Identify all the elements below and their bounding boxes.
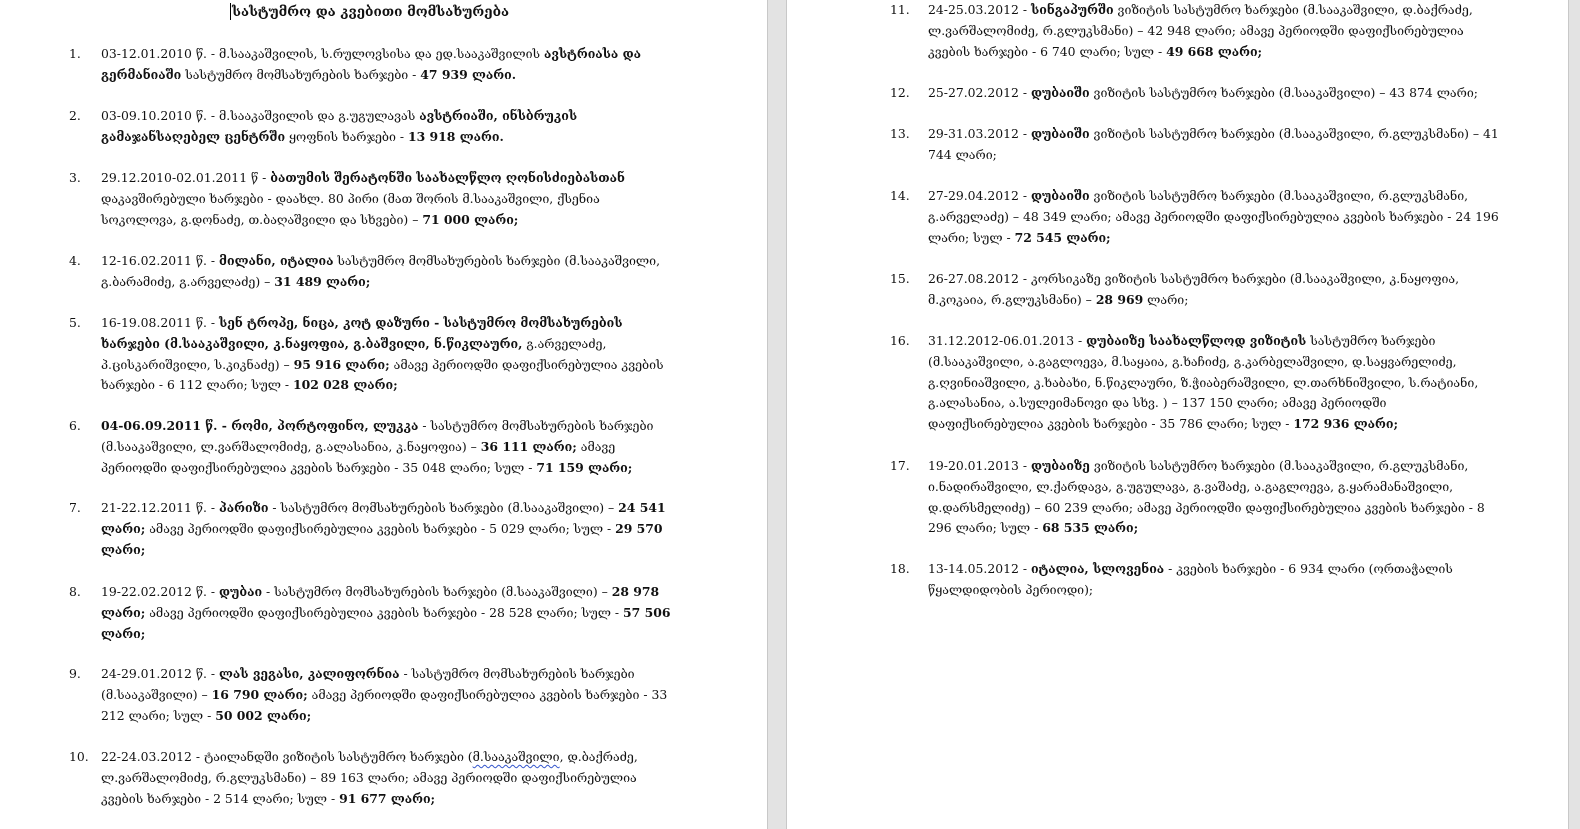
bold-text-run: 57 506 ლარი; bbox=[101, 604, 671, 641]
list-item bbox=[69, 582, 673, 644]
list-item-text bbox=[101, 315, 664, 392]
bold-text-run: პარიზი bbox=[219, 500, 269, 515]
text-run: - სასტუმრო მომსახურების ხარჯები (მ.სააკაშვილი) – bbox=[262, 584, 612, 599]
text-run: ამავე პერიოდში დაფიქსირებულია კვების ხარჯები - 35 048 ლარი; სულ - bbox=[101, 438, 616, 475]
list-item-number: 2. bbox=[69, 108, 81, 123]
list-item bbox=[69, 313, 673, 396]
list-item-text bbox=[928, 2, 1473, 59]
list-item-text bbox=[928, 85, 1478, 100]
list-item-number: 5. bbox=[69, 315, 81, 330]
bold-text-run: დუბაიზე bbox=[1030, 458, 1090, 473]
bold-text-run: 16 790 ლარი; bbox=[211, 686, 308, 702]
text-run: 24-25.03.2012 - bbox=[928, 2, 1031, 17]
text-run: ვიზიტის სასტუმრო ხარჯები (მ.სააკაშვილი, დ.ბაქრაძე, ლ.ვარშალომიძე, რ.გლუკსმანი) – 42 948 ლარი; ამავე პერიოდში დაფიქსირებულია კვების ხარჯები - 6 740 ლარი; სულ - bbox=[928, 2, 1473, 59]
bold-text-run: დუბაიში bbox=[1030, 126, 1090, 141]
text-run: ამავე პერიოდში დაფიქსირებულია კვების ხარჯები - 33 212 ლარი; სულ - bbox=[101, 686, 668, 723]
text-run: 24-29.01.2012 წ. - bbox=[101, 666, 220, 681]
bold-text-run: 36 111 ლარი; bbox=[480, 438, 577, 454]
list-item-number: 15. bbox=[890, 271, 910, 286]
bold-text-run: 172 936 ლარი; bbox=[1293, 416, 1399, 432]
document-title: სასტუმრო და კვებითი მომსახურება bbox=[232, 4, 510, 20]
text-run: 31.12.2012-06.01.2013 - bbox=[928, 333, 1087, 348]
text-run: - სასტუმრო მომსახურების ხარჯები (მ.სააკაშვილი, ლ.ვარშალომიძე, გ.ალასანია, კ.ნაყოფია) – bbox=[101, 418, 654, 454]
bold-text-run: 50 002 ლარი; bbox=[215, 707, 312, 723]
list-item bbox=[890, 83, 1503, 104]
text-cursor bbox=[230, 3, 231, 20]
list-item-text bbox=[101, 584, 670, 641]
text-run: 03-12.01.2010 წ. - მ.სააკაშვილის, ს.რულოვსისა და ედ.სააკაშვილის bbox=[101, 46, 544, 61]
document-page-right[interactable] bbox=[787, 0, 1568, 829]
text-run: მ.სააკაშვილი bbox=[472, 749, 560, 764]
bold-text-run: სენ ტროპე, ნიცა, კოტ დაზური - სასტუმრო მომსახურების ხარჯები (მ.სააკაშვილი, კ.ნაყოფია, გ.ბაშვილი, ნ.წიკლაური, bbox=[101, 315, 623, 351]
text-run: 29-31.03.2012 - bbox=[928, 126, 1031, 141]
bold-text-run: 28 969 bbox=[1095, 291, 1144, 307]
list-item-number: 18. bbox=[890, 561, 910, 576]
page-gutter bbox=[767, 0, 787, 829]
list-item-text bbox=[101, 170, 625, 227]
text-run: ყოფნის ხარჯები - bbox=[285, 128, 408, 144]
list-item-number: 1. bbox=[69, 46, 81, 61]
list-item-text bbox=[928, 271, 1459, 307]
list-item-number: 13. bbox=[890, 126, 910, 141]
bold-text-run: 29 570 ლარი; bbox=[101, 520, 663, 557]
list-item-number: 11. bbox=[890, 2, 910, 17]
list-item-number: 14. bbox=[890, 188, 910, 203]
list-item-text bbox=[101, 749, 638, 806]
bold-text-run: ავსტრიასა და გერმანიაში bbox=[101, 46, 641, 82]
bold-text-run: 95 916 ლარი; bbox=[293, 356, 390, 372]
text-run: ლარი; bbox=[1143, 291, 1189, 307]
list-item-text bbox=[928, 561, 1453, 597]
list-item-number: 8. bbox=[69, 584, 81, 599]
list-item bbox=[69, 168, 673, 230]
bold-text-run: მილანი, იტალია bbox=[219, 253, 334, 268]
list-item bbox=[69, 498, 673, 560]
list-item bbox=[890, 559, 1503, 601]
text-run: 16-19.08.2011 წ. - bbox=[101, 315, 220, 330]
text-run: 13-14.05.2012 - bbox=[928, 561, 1031, 576]
text-run: 12-16.02.2011 წ. - bbox=[101, 253, 220, 268]
list-item bbox=[890, 456, 1503, 539]
list-item bbox=[69, 251, 673, 293]
list-item bbox=[69, 747, 673, 809]
text-run: 22-24.03.2012 - ტაილანდში ვიზიტის სასტუმრო ხარჯები ( bbox=[101, 749, 473, 764]
text-run: - კვების ხარჯები - 6 934 ლარი (ორთაჭალის წყალდიდობის პერიოდი); bbox=[928, 561, 1453, 597]
bold-text-run: იტალია, სლოვენია bbox=[1030, 561, 1165, 576]
document-page-left[interactable] bbox=[0, 0, 767, 829]
bold-text-run: ავსტრიაში, ინსბრუკის გამაჯანსაღებელ ცენტრში bbox=[101, 108, 578, 144]
text-run: 27-29.04.2012 - bbox=[928, 188, 1031, 203]
bold-text-run: ლას ვეგასი, კალიფორნია bbox=[219, 666, 400, 681]
list-item-text bbox=[101, 108, 577, 144]
page-edge bbox=[1568, 0, 1580, 829]
text-run: სასტუმრო მომსახურების ხარჯები - bbox=[181, 66, 421, 82]
list-item bbox=[890, 124, 1503, 166]
list-item bbox=[69, 664, 673, 726]
bold-text-run: 49 668 ლარი; bbox=[1166, 43, 1263, 59]
text-run: ამავე პერიოდში დაფიქსირებულია კვების ხარჯები - 6 112 ლარი; სულ - bbox=[101, 356, 664, 393]
text-run: ამავე პერიოდში დაფიქსირებულია კვების ხარჯები - 5 029 ლარი; სულ - bbox=[145, 520, 616, 536]
bold-text-run: 13 918 ლარი. bbox=[408, 128, 504, 144]
text-run: ვიზიტის სასტუმრო ხარჯები (მ.სააკაშვილი, რ.გლუკსმანი, ი.ნადირაშვილი, ლ.ქარდავა, გ.უგულავა, გ.ვაშაძე, ა.გაგლოევა, გ.ყარამანაშვილი, დ.დარსმელიძე) – 60 239 ლარი; ამავე პერიოდში დაფიქსირებულია კვების ხარჯები - 8 296 ლარი; სულ - bbox=[928, 458, 1485, 536]
list-item bbox=[890, 0, 1503, 62]
text-run: 25-27.02.2012 - bbox=[928, 85, 1031, 100]
text-run: 19-20.01.2013 - bbox=[928, 458, 1031, 473]
list-item-number: 9. bbox=[69, 666, 81, 681]
list-item-number: 7. bbox=[69, 500, 81, 515]
bold-text-run: 71 159 ლარი; bbox=[536, 459, 633, 475]
bold-text-run: 04-06.09.2011 წ. - რომი, პორტოფინო, ლუკკა bbox=[101, 418, 419, 433]
list-item-number: 10. bbox=[69, 749, 89, 764]
text-run: 26-27.08.2012 - კორსიკაზე ვიზიტის სასტუმრო ხარჯები (მ.სააკაშვილი, კ.ნაყოფია, მ.კოკაია, რ.გლუკსმანი) – bbox=[928, 271, 1460, 307]
text-run: 19-22.02.2012 წ. - bbox=[101, 584, 220, 599]
list-item-text bbox=[928, 458, 1485, 535]
text-run: სასტუმრო მომსახურების ხარჯები (მ.სააკაშვილი, გ.ბარამიძე, გ.არველაძე) – bbox=[101, 253, 661, 289]
bold-text-run: 31 489 ლარი; bbox=[274, 273, 371, 289]
list-item-text bbox=[928, 126, 1499, 162]
list-item bbox=[890, 186, 1503, 248]
bold-text-run: სინგაპურში bbox=[1030, 2, 1114, 17]
list-item-text bbox=[101, 500, 666, 557]
bold-text-run: 91 677 ლარი; bbox=[339, 790, 436, 806]
bold-text-run: 47 939 ლარი. bbox=[420, 66, 517, 82]
bold-text-run: დუბაიზე საახალწლოდ ვიზიტის bbox=[1086, 333, 1307, 348]
text-run: 03-09.10.2010 წ. - მ.სააკაშვილის და გ.უგულავას bbox=[101, 108, 420, 123]
list-item-number: 17. bbox=[890, 458, 910, 473]
bold-text-run: 24 541 ლარი; bbox=[101, 500, 666, 536]
text-run: სასტუმრო ხარჯები (მ.სააკაშვილი, ა.გაგლოევა, მ.საყაია, გ.ხაჩიძე, გ.კარბელაშვილი, დ.საყვარელიძე, გ.ღვინიაშვილი, კ.ხაბახი, ნ.წიკლაური, ზ.ჭიაბერაშვილი, ლ.თარხნიშვილი, ს.რატიანი, გ.ალასანია, ა.სულეიმანოვი და სხვ. ) – 137 150 ლარი; ამავე პერიოდში დაფიქსირებულია კვების ხარჯები - 35 786 ლარი; სულ - bbox=[928, 333, 1479, 432]
bold-text-run: 71 000 ლარი; bbox=[422, 211, 519, 227]
list-item-text bbox=[928, 188, 1499, 245]
list-item bbox=[890, 269, 1503, 311]
text-run: 21-22.12.2011 წ. - bbox=[101, 500, 220, 515]
text-run: ვიზიტის სასტუმრო ხარჯები (მ.სააკაშვილი) – 43 874 ლარი; bbox=[1089, 85, 1478, 100]
text-run: , დ.ბაქრაძე, ლ.ვარშალომიძე, რ.გლუკსმანი) – 89 163 ლარი; ამავე პერიოდში დაფიქსირებულია კვების ხარჯები - 2 514 ლარი; სულ - bbox=[101, 749, 638, 806]
list-item-number: 12. bbox=[890, 85, 910, 100]
text-run: 29.12.2010-02.01.2011 წ - bbox=[101, 170, 271, 185]
list-item bbox=[69, 44, 673, 86]
list-item bbox=[890, 331, 1503, 435]
text-run: - სასტუმრო მომსახურების ხარჯები (მ.სააკაშვილი) – bbox=[101, 666, 635, 702]
bold-text-run: 68 535 ლარი; bbox=[1042, 520, 1139, 536]
list-item bbox=[69, 416, 673, 478]
text-run: გ.არველაძე, პ.ცისკარიშვილი, ს.კიკნაძე) – bbox=[101, 335, 607, 372]
list-item-text bbox=[101, 253, 660, 289]
list-item-text bbox=[101, 418, 653, 475]
text-run: ვიზიტის სასტუმრო ხარჯები (მ.სააკაშვილი, რ.გლუკსმანი, გ.არველაძე) – 48 349 ლარი; ამავე პერიოდში დაფიქსირებულია კვების ხარჯები - 24 196 ლარი; სულ - bbox=[928, 188, 1499, 245]
bold-text-run: 28 978 ლარი; bbox=[101, 584, 660, 620]
bold-text-run: ბათუმის შერატონში საახალწლო ღონისძიებასთან bbox=[270, 170, 625, 185]
list-item-number: 4. bbox=[69, 253, 81, 268]
list-item bbox=[69, 106, 673, 148]
list-item-number: 6. bbox=[69, 418, 81, 433]
text-run: - სასტუმრო მომსახურების ხარჯები (მ.სააკაშვილი) – bbox=[268, 500, 619, 515]
bold-text-run: დუბაი bbox=[219, 584, 263, 599]
text-run: ვიზიტის სასტუმრო ხარჯები (მ.სააკაშვილი, რ.გლუკსმანი) – 41 744 ლარი; bbox=[928, 126, 1499, 162]
list-item-text bbox=[101, 46, 641, 82]
list-item-number: 3. bbox=[69, 170, 81, 185]
text-run: დაკავშირებული ხარჯები - დაახლ. 80 პირი (მათ შორის მ.სააკაშვილი, ქსენია სოკოლოვა, გ.დონაძე, თ.ბაღაშვილი და სხვები) – bbox=[101, 190, 600, 227]
list-item-number: 16. bbox=[890, 333, 910, 348]
bold-text-run: 102 028 ლარი; bbox=[293, 377, 398, 393]
bold-text-run: დუბაიში bbox=[1030, 85, 1090, 100]
text-run: ამავე პერიოდში დაფიქსირებულია კვების ხარჯები - 28 528 ლარი; სულ - bbox=[145, 604, 624, 620]
bold-text-run: დუბაიში bbox=[1030, 188, 1090, 203]
bold-text-run: 72 545 ლარი; bbox=[1014, 229, 1111, 245]
list-item-text bbox=[101, 666, 667, 723]
list-item-text bbox=[928, 333, 1478, 431]
